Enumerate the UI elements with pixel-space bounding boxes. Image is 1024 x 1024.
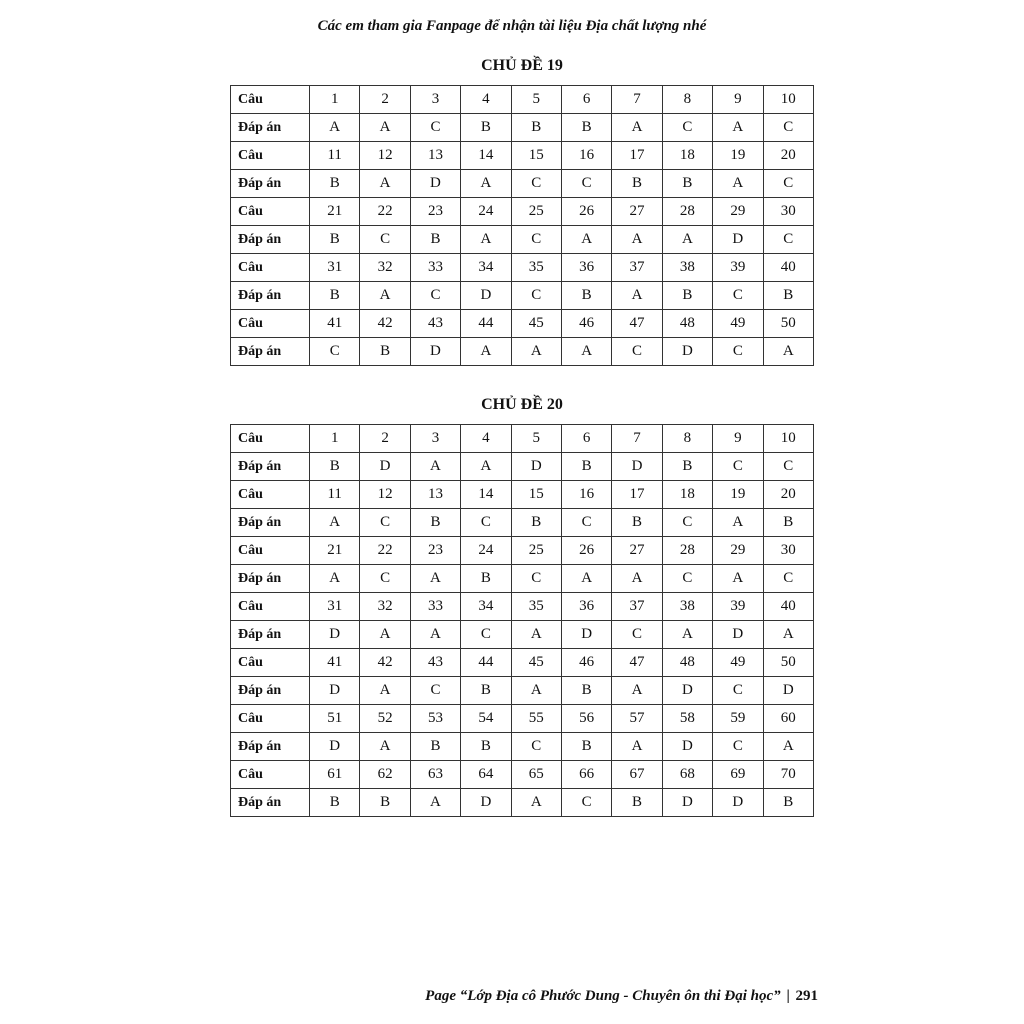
row-label: Câu [231,425,310,453]
table-cell: 10 [763,86,813,114]
table-cell: 5 [511,425,561,453]
table-cell: 49 [713,310,763,338]
table-cell: D [763,677,813,705]
table-cell: D [561,621,611,649]
table-cell: 5 [511,86,561,114]
table-cell: 63 [410,761,460,789]
table-cell: 59 [713,705,763,733]
table-cell: B [410,733,460,761]
table-cell: 69 [713,761,763,789]
row-label: Đáp án [231,789,310,817]
table-cell: 10 [763,425,813,453]
table-cell: B [360,789,410,817]
table-cell: 54 [461,705,511,733]
footer-separator: | [786,988,790,1004]
table-cell: A [511,789,561,817]
table-cell: 23 [410,198,460,226]
table-row [231,86,814,114]
table-row [231,338,814,366]
table-cell: 36 [561,593,611,621]
table-cell: 39 [713,593,763,621]
row-label: Đáp án [231,226,310,254]
table-cell: 34 [461,254,511,282]
row-label: Câu [231,593,310,621]
table-cell: 35 [511,593,561,621]
table-row [231,453,814,481]
table-cell: 62 [360,761,410,789]
table-cell: 64 [461,761,511,789]
row-label: Đáp án [231,565,310,593]
table-cell: 8 [662,425,712,453]
table-cell: 56 [561,705,611,733]
table-cell: B [662,282,712,310]
table-cell: 30 [763,198,813,226]
table-cell: C [360,565,410,593]
table-cell: 20 [763,142,813,170]
table-cell: 3 [410,86,460,114]
table-cell: D [511,453,561,481]
table-cell: A [662,226,712,254]
page-header: Các em tham gia Fanpage để nhận tài liệu Địa chất lượng nhé [317,18,707,34]
table-cell: D [310,733,360,761]
table-cell: B [763,282,813,310]
table-cell: 70 [763,761,813,789]
table-cell: 25 [511,198,561,226]
table-cell: 28 [662,537,712,565]
table-cell: A [360,170,410,198]
row-label: Câu [231,254,310,282]
table-cell: 41 [310,649,360,677]
table-row [231,733,814,761]
row-label: Đáp án [231,677,310,705]
table-row [231,254,814,282]
table-cell: 40 [763,254,813,282]
table-cell: C [713,453,763,481]
table-row [231,310,814,338]
table-cell: 36 [561,254,611,282]
table-cell: 43 [410,310,460,338]
table-row [231,677,814,705]
table-cell: B [511,509,561,537]
table-cell: A [511,621,561,649]
table-cell: B [561,114,611,142]
table-cell: A [310,565,360,593]
table-cell: 13 [410,142,460,170]
table-cell: C [561,170,611,198]
table-cell: C [511,565,561,593]
table-cell: A [561,338,611,366]
table-cell: 14 [461,481,511,509]
table-cell: 7 [612,86,662,114]
table-cell: 6 [561,86,611,114]
table-cell: 51 [310,705,360,733]
table-cell: 37 [612,254,662,282]
table-cell: 38 [662,254,712,282]
table-cell: C [360,226,410,254]
row-label: Đáp án [231,509,310,537]
table-cell: B [410,509,460,537]
table-cell: 46 [561,649,611,677]
table-cell: 31 [310,254,360,282]
table-cell: 16 [561,481,611,509]
row-label: Đáp án [231,170,310,198]
table-cell: C [612,621,662,649]
section-title-19: CHỦ ĐỀ 19 [481,57,563,74]
table-cell: 50 [763,649,813,677]
table-cell: B [360,338,410,366]
table-cell: 49 [713,649,763,677]
table-cell: A [360,733,410,761]
table-cell: 21 [310,198,360,226]
table-cell: D [713,789,763,817]
table-cell: C [511,170,561,198]
table-cell: 21 [310,537,360,565]
table-cell: B [461,677,511,705]
table-cell: C [561,789,611,817]
table-cell: 45 [511,310,561,338]
table-cell: D [662,677,712,705]
table-cell: 20 [763,481,813,509]
table-cell: 53 [410,705,460,733]
table-row [231,537,814,565]
table-cell: A [360,114,410,142]
table-cell: B [612,170,662,198]
row-label: Câu [231,705,310,733]
table-cell: D [662,733,712,761]
table-cell: 37 [612,593,662,621]
table-cell: B [310,282,360,310]
table-cell: 33 [410,593,460,621]
row-label: Câu [231,761,310,789]
table-cell: B [763,789,813,817]
table-cell: D [310,621,360,649]
table-cell: A [511,677,561,705]
row-label: Câu [231,142,310,170]
table-row [231,705,814,733]
table-cell: C [310,338,360,366]
table-cell: 46 [561,310,611,338]
row-label: Đáp án [231,282,310,310]
table-cell: 41 [310,310,360,338]
table-cell: A [511,338,561,366]
table-cell: 12 [360,142,410,170]
table-cell: 18 [662,142,712,170]
table-cell: B [310,453,360,481]
table-row [231,509,814,537]
table-cell: C [511,733,561,761]
table-row [231,565,814,593]
table-cell: B [763,509,813,537]
table-cell: A [561,226,611,254]
table-cell: A [612,226,662,254]
table-cell: A [713,170,763,198]
table-cell: 45 [511,649,561,677]
table-cell: 13 [410,481,460,509]
table-cell: 52 [360,705,410,733]
table-cell: C [763,170,813,198]
table-cell: 48 [662,310,712,338]
table-cell: C [713,677,763,705]
table-cell: 7 [612,425,662,453]
table-cell: 33 [410,254,460,282]
table-cell: A [410,789,460,817]
table-cell: B [410,226,460,254]
table-row [231,761,814,789]
table-cell: 34 [461,593,511,621]
table-cell: A [461,170,511,198]
table-cell: D [662,789,712,817]
table-cell: 58 [662,705,712,733]
table-cell: D [713,621,763,649]
table-cell: B [310,170,360,198]
table-cell: D [360,453,410,481]
table-row [231,649,814,677]
table-cell: 27 [612,537,662,565]
table-cell: 29 [713,537,763,565]
table-cell: D [713,226,763,254]
table-cell: B [561,453,611,481]
table-cell: 22 [360,198,410,226]
table-cell: 29 [713,198,763,226]
table-cell: 11 [310,481,360,509]
table-cell: A [461,453,511,481]
table-cell: 48 [662,649,712,677]
table-cell: A [310,509,360,537]
table-cell: B [310,226,360,254]
row-label: Câu [231,86,310,114]
table-cell: 47 [612,310,662,338]
table-cell: C [662,509,712,537]
table-row [231,789,814,817]
table-cell: A [612,114,662,142]
table-cell: 47 [612,649,662,677]
table-cell: 6 [561,425,611,453]
table-cell: 22 [360,537,410,565]
table-cell: C [511,226,561,254]
table-cell: D [310,677,360,705]
table-cell: 2 [360,86,410,114]
table-cell: B [561,677,611,705]
table-cell: B [461,114,511,142]
table-cell: A [461,226,511,254]
table-cell: 28 [662,198,712,226]
table-row [231,226,814,254]
answer-table-19 [230,85,814,366]
row-label: Câu [231,198,310,226]
table-cell: B [310,789,360,817]
table-cell: C [511,282,561,310]
row-label: Đáp án [231,733,310,761]
table-cell: 1 [310,425,360,453]
table-cell: 55 [511,705,561,733]
table-cell: B [461,733,511,761]
table-cell: B [662,453,712,481]
table-row [231,425,814,453]
row-label: Đáp án [231,453,310,481]
row-label: Câu [231,537,310,565]
row-label: Câu [231,649,310,677]
table-cell: A [410,453,460,481]
table-cell: A [561,565,611,593]
table-cell: A [713,114,763,142]
table-row [231,593,814,621]
row-label: Câu [231,481,310,509]
table-cell: B [561,733,611,761]
table-cell: B [612,789,662,817]
table-cell: 31 [310,593,360,621]
table-cell: 27 [612,198,662,226]
footer-text: Page “Lớp Địa cô Phước Dung - Chuyên ôn thi Đại học” [425,988,781,1004]
table-cell: D [662,338,712,366]
table-cell: 32 [360,593,410,621]
table-cell: A [360,282,410,310]
table-cell: 24 [461,537,511,565]
table-cell: 32 [360,254,410,282]
answer-table-20 [230,424,814,817]
table-cell: 19 [713,142,763,170]
table-cell: C [713,338,763,366]
table-cell: 25 [511,537,561,565]
table-cell: 67 [612,761,662,789]
table-cell: B [511,114,561,142]
table-cell: D [612,453,662,481]
page-number: 291 [795,988,818,1004]
table-cell: 65 [511,761,561,789]
table-cell: 66 [561,761,611,789]
table-cell: C [360,509,410,537]
table-cell: A [612,733,662,761]
table-cell: 40 [763,593,813,621]
table-cell: 9 [713,425,763,453]
table-cell: 16 [561,142,611,170]
table-cell: 17 [612,481,662,509]
table-row [231,282,814,310]
table-cell: C [410,114,460,142]
table-cell: A [612,677,662,705]
table-cell: C [410,677,460,705]
table-cell: B [612,509,662,537]
table-cell: 1 [310,86,360,114]
table-cell: 30 [763,537,813,565]
table-cell: 42 [360,310,410,338]
table-cell: A [310,114,360,142]
table-cell: C [561,509,611,537]
table-cell: 15 [511,142,561,170]
table-cell: 35 [511,254,561,282]
table-cell: 44 [461,310,511,338]
table-cell: A [713,565,763,593]
table-cell: C [763,226,813,254]
table-cell: A [410,621,460,649]
table-cell: A [410,565,460,593]
table-cell: 23 [410,537,460,565]
table-cell: 42 [360,649,410,677]
table-cell: A [612,565,662,593]
row-label: Câu [231,310,310,338]
table-cell: A [763,338,813,366]
table-cell: C [662,565,712,593]
table-cell: D [461,282,511,310]
table-cell: A [360,677,410,705]
table-cell: 18 [662,481,712,509]
table-cell: B [461,565,511,593]
table-cell: 26 [561,198,611,226]
table-cell: C [612,338,662,366]
table-cell: C [461,509,511,537]
table-cell: 61 [310,761,360,789]
table-row [231,198,814,226]
table-cell: 44 [461,649,511,677]
table-row [231,621,814,649]
table-cell: 50 [763,310,813,338]
table-cell: 4 [461,425,511,453]
table-cell: 4 [461,86,511,114]
table-cell: C [713,733,763,761]
table-cell: B [662,170,712,198]
table-cell: 43 [410,649,460,677]
row-label: Đáp án [231,621,310,649]
section-title-20: CHỦ ĐỀ 20 [481,396,563,413]
table-cell: 8 [662,86,712,114]
table-cell: C [461,621,511,649]
table-cell: 38 [662,593,712,621]
table-cell: C [763,453,813,481]
table-cell: 24 [461,198,511,226]
table-cell: 19 [713,481,763,509]
table-cell: C [713,282,763,310]
table-cell: D [410,170,460,198]
table-cell: D [410,338,460,366]
table-cell: 39 [713,254,763,282]
table-cell: 11 [310,142,360,170]
table-cell: 26 [561,537,611,565]
table-cell: 14 [461,142,511,170]
table-row [231,170,814,198]
table-cell: A [461,338,511,366]
table-cell: 9 [713,86,763,114]
table-cell: 15 [511,481,561,509]
table-row [231,481,814,509]
table-cell: C [763,565,813,593]
table-row [231,142,814,170]
table-cell: 57 [612,705,662,733]
table-cell: 12 [360,481,410,509]
table-cell: A [763,621,813,649]
row-label: Đáp án [231,338,310,366]
table-cell: C [763,114,813,142]
table-cell: C [662,114,712,142]
table-cell: 68 [662,761,712,789]
table-cell: A [612,282,662,310]
table-cell: A [360,621,410,649]
table-cell: 60 [763,705,813,733]
table-cell: A [713,509,763,537]
table-cell: 3 [410,425,460,453]
page-footer [425,988,818,1005]
table-cell: D [461,789,511,817]
table-cell: 17 [612,142,662,170]
table-cell: 2 [360,425,410,453]
table-cell: A [662,621,712,649]
table-cell: C [410,282,460,310]
table-cell: B [561,282,611,310]
table-cell: A [763,733,813,761]
table-row [231,114,814,142]
row-label: Đáp án [231,114,310,142]
